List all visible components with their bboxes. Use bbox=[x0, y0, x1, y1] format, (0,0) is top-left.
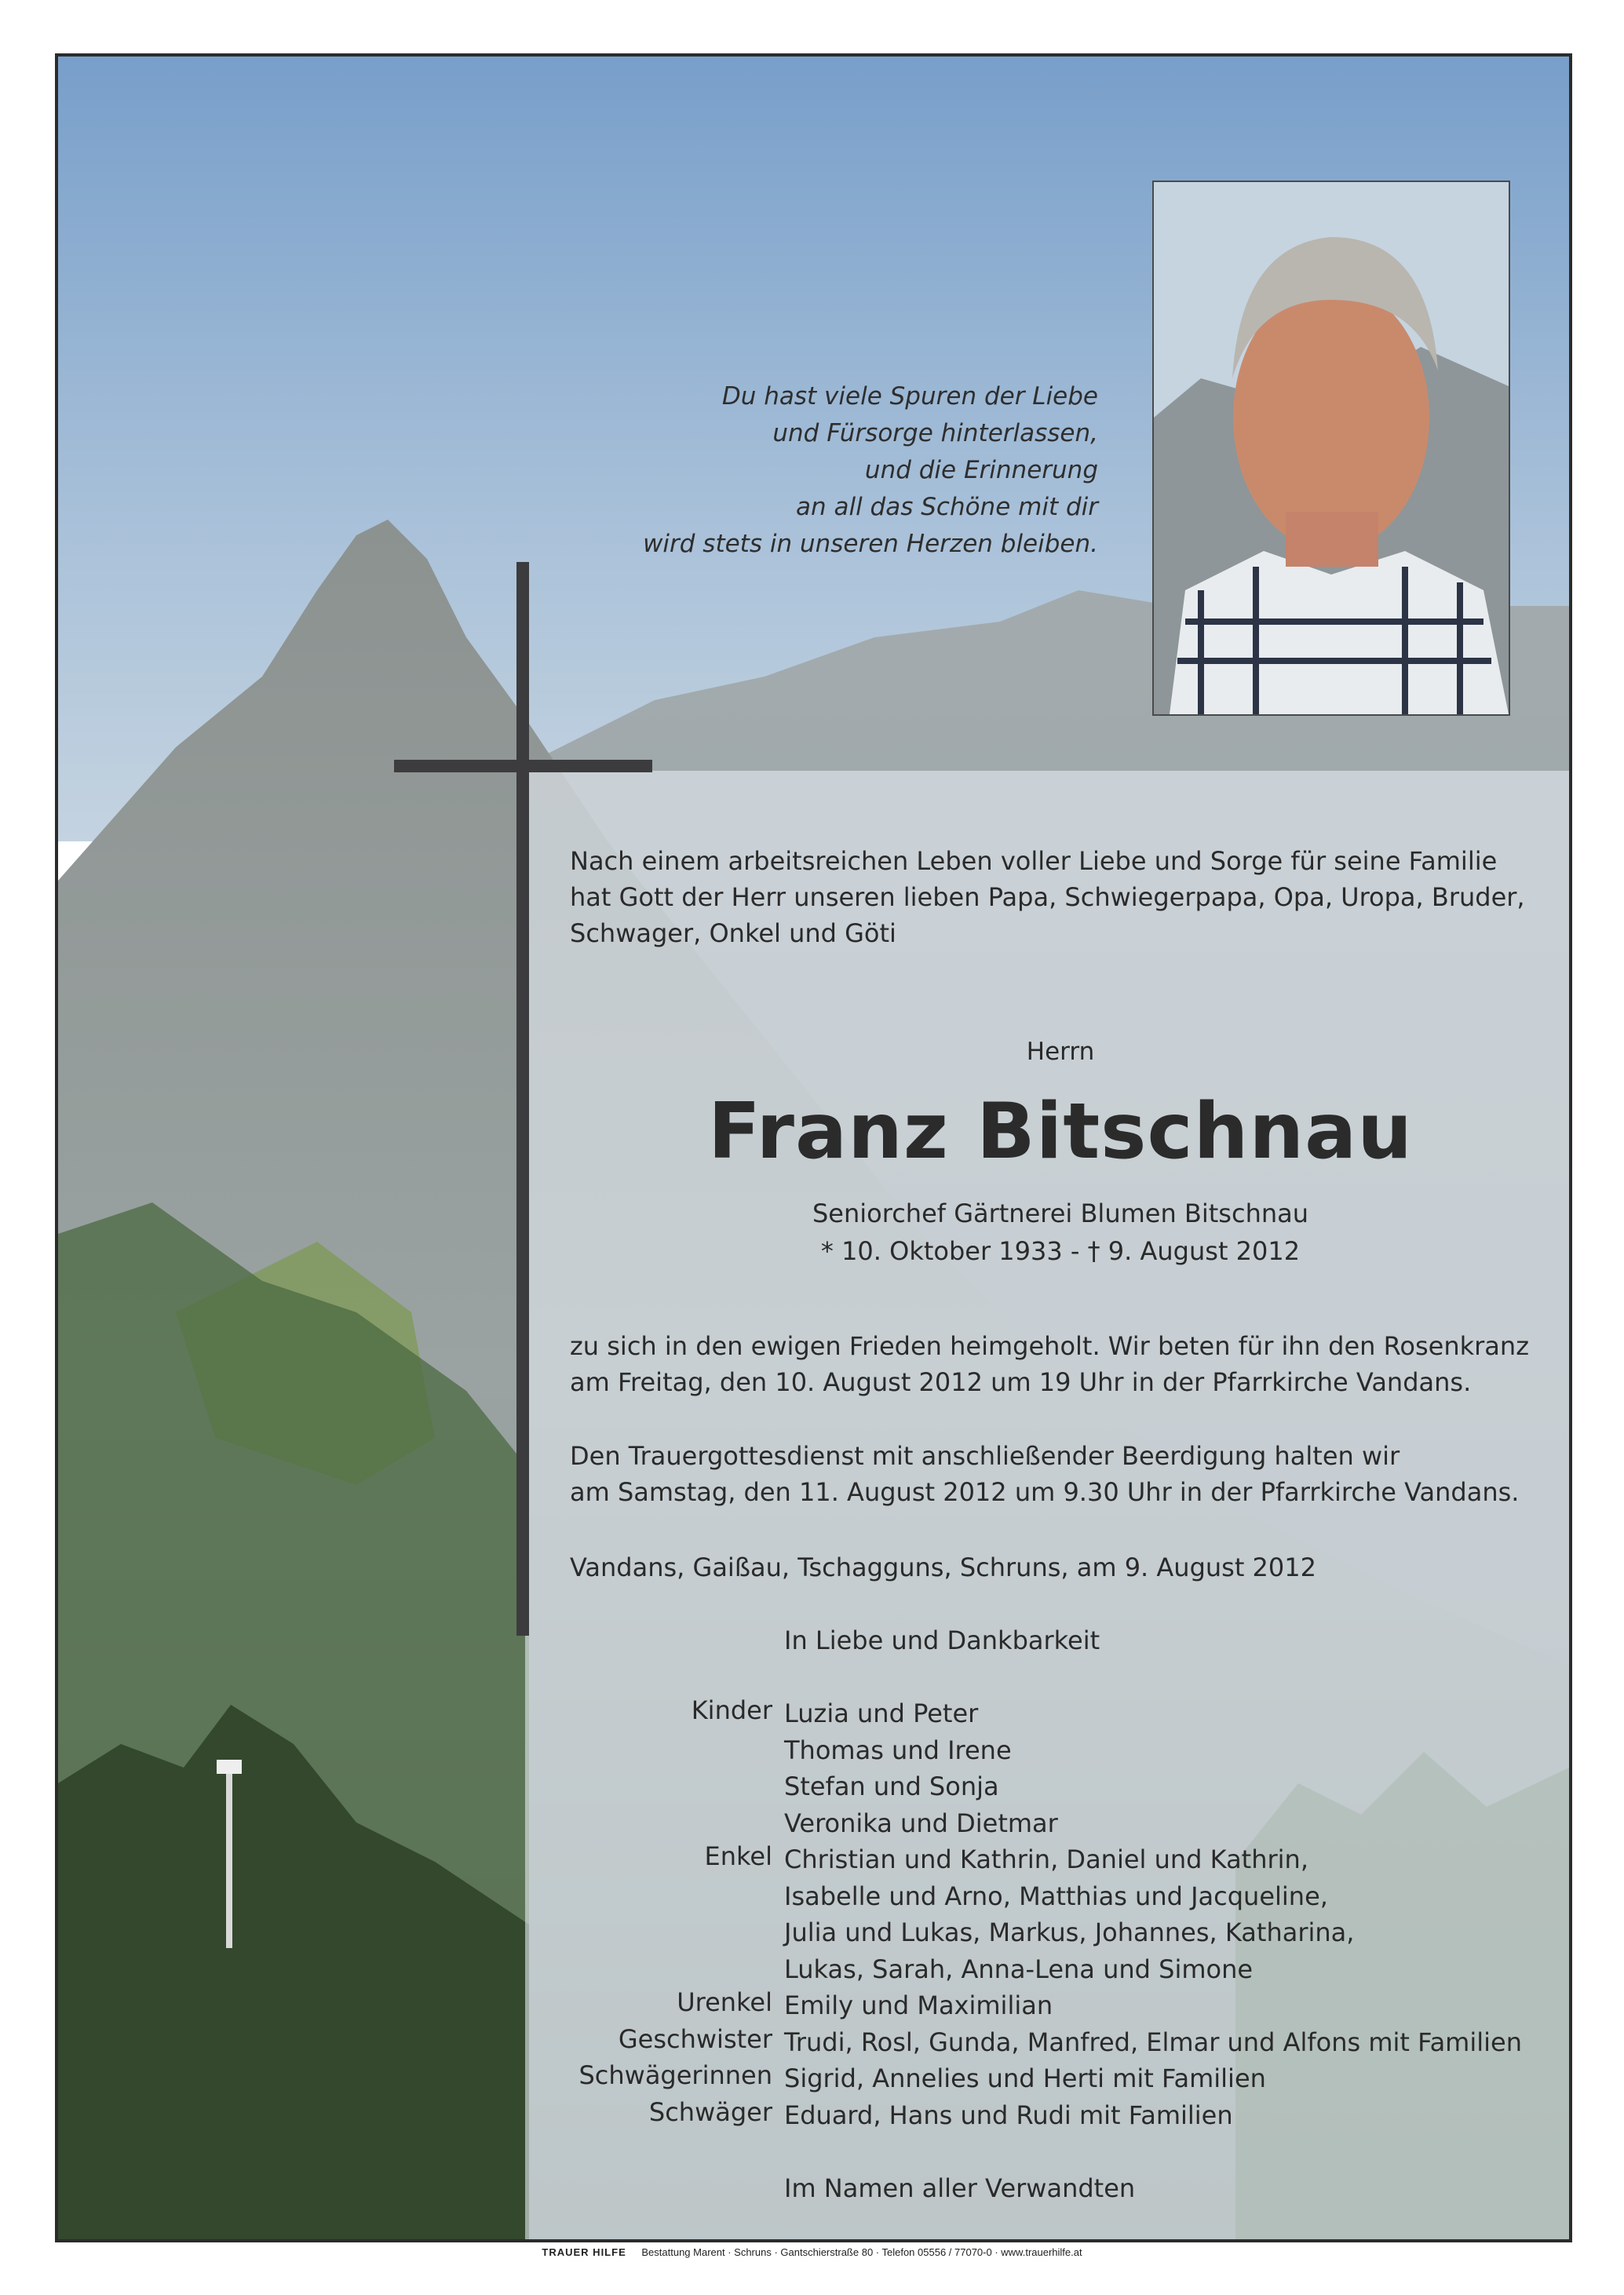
mourner-names-schwaeger bbox=[784, 2097, 1569, 2134]
cross-icon-horizontal bbox=[394, 760, 652, 772]
mourner-name: Christian und Kathrin, Daniel und Kathrin, bbox=[784, 1844, 1308, 1874]
mourner-names-urenkel bbox=[784, 1987, 1569, 2024]
salutation: Herrn bbox=[1026, 1038, 1095, 1066]
footer bbox=[0, 2246, 1624, 2258]
intro-text bbox=[570, 843, 1551, 951]
rosary-line: am Freitag, den 10. August 2012 um 19 Uhr in der Pfarrkirche Vandans. bbox=[570, 1367, 1472, 1397]
funeral-line: am Samstag, den 11. August 2012 um 9.30 Uhr in der Pfarrkirche Vandans. bbox=[570, 1477, 1520, 1507]
intro-line: hat Gott der Herr unseren lieben Papa, Schwiegerpapa, Opa, Uropa, Bruder, bbox=[570, 882, 1525, 912]
verse-line: und die Erinnerung bbox=[864, 456, 1098, 484]
deceased-name: Franz Bitschnau bbox=[707, 1087, 1414, 1177]
footer-details: Bestattung Marent · Schruns · Gantschierstraße 80 · Telefon 05556 / 77070-0 · www.trauerhilfe.at bbox=[641, 2246, 1082, 2258]
life-dates: * 10. Oktober 1933 - † 9. August 2012 bbox=[820, 1236, 1301, 1266]
mourner-label-schwaeger: Schwäger bbox=[648, 2097, 772, 2127]
verse-line: Du hast viele Spuren der Liebe bbox=[721, 382, 1098, 410]
closing-line: Im Namen aller Verwandten bbox=[784, 2173, 1136, 2203]
mourner-label-geschwister: Geschwister bbox=[618, 2024, 772, 2054]
obituary-card bbox=[55, 53, 1572, 2242]
verse-line: wird stets in unseren Herzen bleiben. bbox=[643, 530, 1098, 558]
mourner-name: Stefan und Sonja bbox=[784, 1771, 999, 1802]
mourner-name: Veronika und Dietmar bbox=[784, 1808, 1058, 1838]
mourner-names-kinder bbox=[784, 1695, 1569, 1841]
mourner-name: Thomas und Irene bbox=[784, 1735, 1012, 1765]
mourner-name: Sigrid, Annelies und Herti mit Familien bbox=[784, 2063, 1266, 2093]
cross-icon-vertical bbox=[516, 562, 529, 1636]
mourner-label-kinder: Kinder bbox=[691, 1695, 772, 1725]
verse-line: an all das Schöne mit dir bbox=[795, 493, 1098, 521]
mourner-names-schwaegerinnen bbox=[784, 2060, 1569, 2097]
memorial-verse bbox=[549, 378, 1098, 563]
gratitude-line: In Liebe und Dankbarkeit bbox=[784, 1625, 1100, 1655]
verse-line: und Fürsorge hinterlassen, bbox=[772, 419, 1098, 447]
mourner-label-urenkel: Urenkel bbox=[677, 1987, 772, 2017]
funeral-line: Den Trauergottesdienst mit anschließender Beerdigung halten wir bbox=[570, 1441, 1400, 1471]
deceased-role: Seniorchef Gärtnerei Blumen Bitschnau bbox=[812, 1199, 1309, 1228]
mourner-label-enkel: Enkel bbox=[704, 1841, 772, 1871]
lamp-pole bbox=[226, 1768, 232, 1948]
portrait-photo bbox=[1152, 181, 1510, 716]
funeral-text bbox=[570, 1438, 1551, 1510]
footer-brand: TRAUER HILFE bbox=[542, 2246, 626, 2258]
mourner-name: Eduard, Hans und Rudi mit Familien bbox=[784, 2100, 1233, 2130]
mourner-name: Lukas, Sarah, Anna-Lena und Simone bbox=[784, 1954, 1254, 1984]
mourner-name: Isabelle und Arno, Matthias und Jacqueline, bbox=[784, 1881, 1328, 1911]
mourner-name: Luzia und Peter bbox=[784, 1698, 979, 1728]
mourner-names-geschwister bbox=[784, 2024, 1569, 2061]
mourner-name: Trudi, Rosl, Gunda, Manfred, Elmar und Alfons mit Familien bbox=[784, 2027, 1522, 2057]
place-date: Vandans, Gaißau, Tschagguns, Schruns, am 9. August 2012 bbox=[570, 1552, 1316, 1582]
mourner-label-schwaegerinnen: Schwägerinnen bbox=[578, 2060, 772, 2090]
intro-line: Nach einem arbeitsreichen Leben voller Liebe und Sorge für seine Familie bbox=[570, 846, 1498, 876]
lamp-head bbox=[217, 1760, 242, 1774]
rosary-line: zu sich in den ewigen Frieden heimgeholt. Wir beten für ihn den Rosenkranz bbox=[570, 1331, 1529, 1361]
rosary-text bbox=[570, 1328, 1551, 1400]
intro-line: Schwager, Onkel und Göti bbox=[570, 918, 896, 948]
mourner-names-enkel bbox=[784, 1841, 1569, 1987]
mourner-name: Julia und Lukas, Markus, Johannes, Katharina, bbox=[784, 1917, 1355, 1948]
mourner-name: Emily und Maximilian bbox=[784, 1990, 1053, 2020]
